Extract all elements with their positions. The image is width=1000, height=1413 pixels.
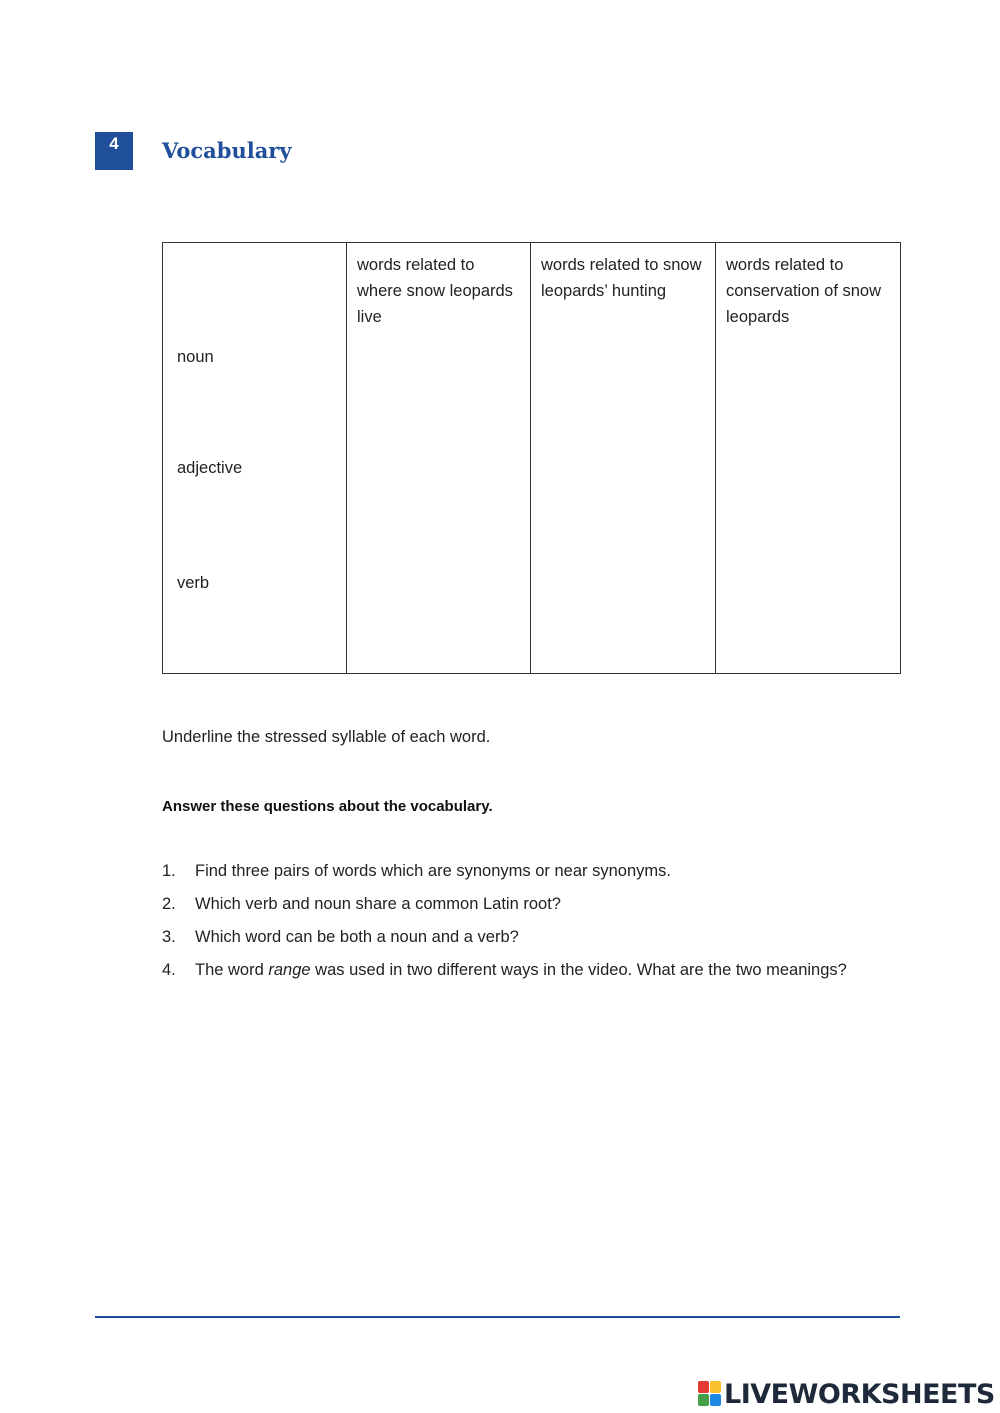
liveworksheets-logo-icon	[698, 1381, 722, 1407]
question-number: 2.	[162, 895, 176, 913]
row-label-verb: verb	[177, 574, 210, 592]
row-labels-cell	[163, 243, 347, 674]
question-item	[162, 961, 847, 994]
row-label-noun: noun	[177, 348, 214, 366]
row-label-adjective: adjective	[177, 459, 243, 477]
question-number: 3.	[162, 928, 176, 946]
instruction-text: Underline the stressed syllable of each word.	[162, 728, 491, 746]
column-header-conservation: words related to conservation of snow leopards	[726, 256, 882, 326]
questions-list	[162, 862, 847, 994]
column-cell-habitat[interactable]	[347, 243, 531, 674]
question-text: Which word can be both a noun and a verb?	[195, 928, 519, 946]
questions-heading: Answer these questions about the vocabulary.	[162, 798, 493, 815]
column-header-hunting: words related to snow leopards’ hunting	[541, 256, 702, 300]
question-item	[162, 862, 847, 895]
question-item	[162, 928, 847, 961]
question-text: Find three pairs of words which are synonyms or near synonyms.	[195, 862, 671, 880]
liveworksheets-logo[interactable]	[698, 1378, 995, 1410]
question-number: 1.	[162, 862, 176, 880]
question-number: 4.	[162, 961, 176, 979]
question-text: The word range was used in two different ways in the video. What are the two meanings?	[195, 961, 847, 979]
column-cell-hunting[interactable]	[531, 243, 716, 674]
liveworksheets-logo-text: LIVEWORKSHEETS	[724, 1378, 995, 1410]
vocabulary-table	[162, 242, 901, 674]
column-header-habitat: words related to where snow leopards live	[357, 256, 513, 326]
question-text: Which verb and noun share a common Latin root?	[195, 895, 561, 913]
section-number-badge: 4	[95, 132, 133, 170]
section-title: Vocabulary	[162, 138, 292, 163]
footer-divider	[95, 1316, 900, 1318]
question-item	[162, 895, 847, 928]
column-cell-conservation[interactable]	[716, 243, 901, 674]
